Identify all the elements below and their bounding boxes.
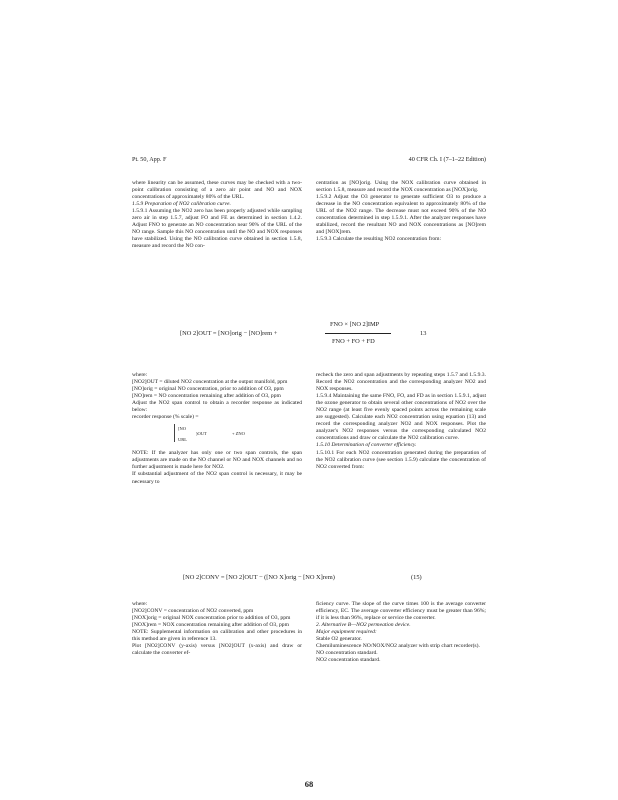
eq-term: URL (178, 437, 187, 443)
paragraph: 1.5.9.4 Maintaining the same FNO, FO, and FD as in section 1.5.9.1, adjust the ozone generator to obtain several other concentrations of NO2 over the NO2 range (at least five evenly spaced points across the remaining scale are suggested). Calculate each NO2 concentration using equation (13) and record the corresponding analyzer NO2 and NOX responses. Plot the analyzer's NO2 responses versus the corresponding calculated NO2 concentrations and draw or calculate the NO2 calibration curve. (316, 393, 486, 442)
section2-right-column (316, 372, 486, 471)
definition: [NO2]OUT = diluted NO2 concentration at the output manifold, ppm (132, 379, 288, 386)
equation-numerator: FNO × [NO 2]IMP (330, 321, 380, 328)
definition: [NOX]orig = original NOX concentration prior to addition of O3, ppm (132, 615, 291, 622)
paragraph: 1.5.9.3 Calculate the resulting NO2 concentration from: (316, 236, 442, 243)
eq-term: + ZNO (232, 431, 245, 437)
paragraph: recorder response (% scale) = (132, 414, 199, 421)
paragraph: where linearity can be assumed, these curves may be checked with a two-point calibration consisting of a zero air point and NO and NOX concentrations of approximately 80% of the URL. (132, 180, 302, 201)
page-number: 68 (304, 779, 314, 789)
equation-denominator: FNO + FO + FD (332, 338, 375, 345)
list-item: NO2 concentration standard. (316, 657, 381, 664)
paragraph: Adjust the NO2 span control to obtain a recorder response as indicated below: (132, 400, 302, 414)
paragraph: centration as [NO]orig. Using the NOX calibration curve obtained in section 1.5.8, measure and record the NOX concentration as [NOX]orig. (316, 180, 486, 194)
section3-left-column (132, 601, 302, 657)
definition: [NO]rem = NO concentration remaining after addition of O3, ppm (132, 393, 281, 400)
paragraph: ficiency curve. The slope of the curve times 100 is the average converter efficiency, EC. The average converter efficiency must be greater than 96%; if it is less than 96%, replace or service the converter. (316, 601, 486, 622)
header-left: Pt. 50, App. F (132, 156, 167, 163)
note: NOTE: If the analyzer has only one or two span controls, the span adjustments are made on the NO channel or NO and NOX channels and no further adjustment is made here for NO2. (132, 450, 302, 471)
subsection-title: Major equipment required: (316, 629, 377, 636)
paragraph: where: (132, 601, 148, 607)
header-right: 40 CFR Ch. I (7–1–22 Edition) (408, 156, 486, 163)
eq-term: [NO (178, 426, 186, 432)
note: NOTE: Supplemental information on calibration and other procedures in this method are given in reference 13. (132, 629, 302, 643)
equation-number: (15) (411, 574, 422, 581)
definition: [NO2]CONV = concentration of NO2 converted, ppm (132, 608, 254, 615)
section1-left-column (132, 180, 302, 250)
equation-13 (180, 318, 480, 354)
subsection-title: 1.5.10 Determination of converter efficiency. (316, 442, 417, 449)
paragraph: where: (132, 372, 148, 378)
list-item: NO concentration standard. (316, 650, 378, 657)
definition: [NO]orig = original NO concentration, prior to addition of O3, ppm (132, 386, 284, 393)
definition: [NOX]rem = NOX concentration remaining after addition of O3, ppm (132, 622, 289, 629)
page-header (132, 156, 486, 168)
equation-expression: [NO 2]CONV = [NO 2]OUT − ([NO X]orig − [NO X]rem) (183, 574, 335, 581)
paragraph: 1.5.9.2 Adjust the O3 generator to generate sufficient O3 to produce a decrease in the NO concentration equivalent to approximately 80% of the URL of the NO2 range. The decrease must not exceed 90% of the NO concentration determined in step 1.5.9.1. After the analyzer responses have stabilized, record the resultant NO and NOX concentrations as [NO]rem and [NOX]rem. (316, 194, 486, 236)
equation-number: 13 (420, 330, 427, 337)
section1-right-column (316, 180, 486, 243)
list-item: Stable O2 generator. (316, 636, 362, 643)
fraction-bar (325, 333, 391, 334)
list-item: Chemiluminescence NO/NOX/NO2 analyzer with strip chart recorder(s). (316, 643, 480, 650)
paragraph: Plot [NO2]CONV (y-axis) versus [NO2]OUT (x-axis) and draw or calculate the converter ef- (132, 643, 302, 657)
eq-term: )OUT (196, 431, 207, 437)
paragraph: recheck the zero and span adjustments by repeating steps 1.5.7 and 1.5.9.3. Record the NO2 concentration and the corresponding analyzer NO2 and NOX responses. (316, 372, 486, 393)
paragraph: If substantial adjustment of the NO2 span control is necessary, it may be necessary to (132, 471, 302, 485)
equation-lhs: [NO 2]OUT = [NO]orig − [NO]rem + (180, 330, 278, 337)
subsection-title: 1.5.9 Preparation of NO2 calibration curve. (132, 201, 231, 208)
paragraph: 1.5.9.1 Assuming the NO2 zero has been properly adjusted while sampling zero air in step 1.5.7, adjust FO and FE as determined in section 1.4.2. Adjust FNO to generate an NO concentration near 90% of the URL of the NO range. Sample this NO concentration until the NO and NOX responses have stabilized. Using the NO calibration curve obtained in section 1.5.8, measure and record the NO con- (132, 208, 302, 250)
recorder-response-equation (132, 424, 302, 446)
section2-left-column (132, 372, 302, 486)
section3-right-column (316, 601, 486, 664)
equation-15 (183, 572, 483, 588)
subsection-title: 2. Alternative B—NO2 permeation device. (316, 622, 411, 629)
paragraph: 1.5.10.1 For each NO2 concentration generated during the preparation of the NO2 calibration curve (see section 1.5.9) calculate the concentration of NO2 converted from: (316, 449, 486, 470)
